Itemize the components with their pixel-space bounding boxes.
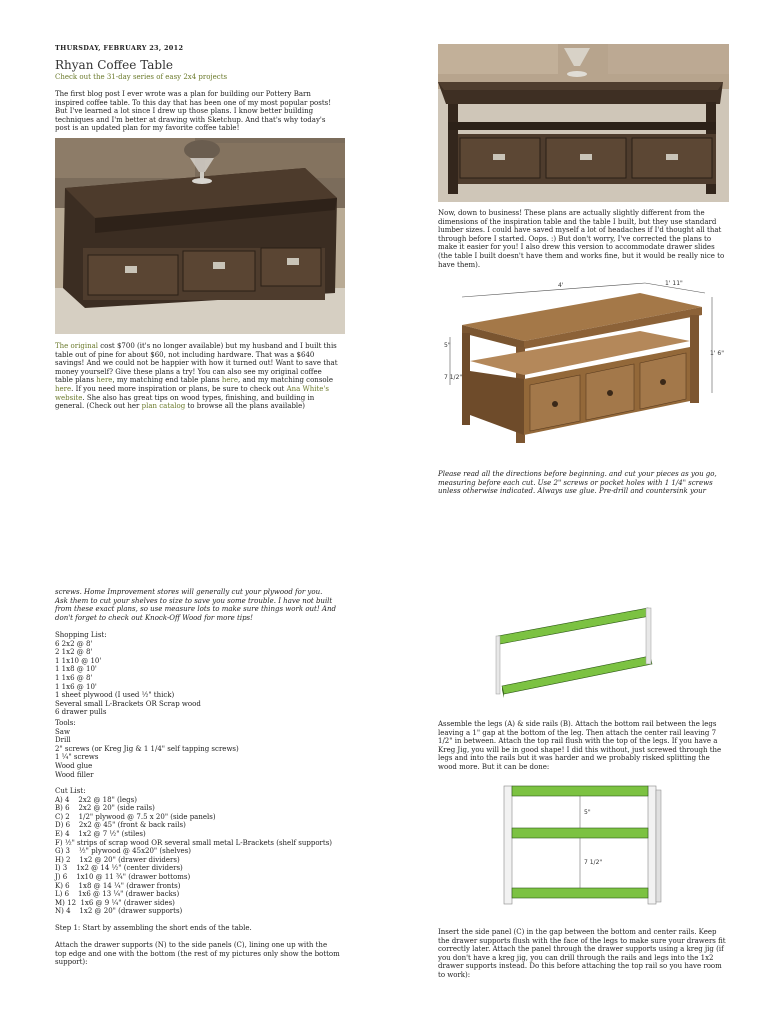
directions-continued-paragraph: screws. Home Improvement stores will generally cut your plywood for you. Ask them to cut your shelves to size to save you some trouble. I have not built from these exact plans, so use measure lots to make sure things work out! And don't forget to check out Knock-Off Wood for more tips! xyxy=(55,588,336,622)
list-item: 1 1x6 @ 10' xyxy=(55,682,97,691)
post-subtitle[interactable]: Check out the 31-day series of easy 2x4 projects xyxy=(55,73,228,81)
coffee-table-photo xyxy=(55,138,345,334)
cut-list xyxy=(55,787,345,916)
tools-list xyxy=(55,719,340,779)
step-1-heading: Step 1: Start by assembling the short ends of the table. xyxy=(55,924,252,932)
directions-paragraph: Please read all the directions before beginning. and cut your pieces as you go, measuring before each cut. Use 2" screws or pocket holes with 1 1/4" screws unless otherwise indicated. Always use glue. Pre-drill and countersink your xyxy=(438,470,717,496)
dim-height: 1' 6" xyxy=(710,350,724,357)
list-item: Wood glue xyxy=(55,761,93,770)
list-item: F) ½" strips of scrap wood OR several small metal L-Brackets (shelf supports) xyxy=(55,838,333,847)
business-paragraph: Now, down to business! These plans are actually slightly different from the dimensions of the inspiration table and the table I built, but they use standard lumber sizes. I could have saved myself a lot of headaches if I'd thought all that through before I started. Oops. :) But don't worry, I've corrected the plans to make it easier for you! I also drew this version to accommodate drawer slides (the table I built doesn't have them and works fine, but it would be really nice to have them). xyxy=(438,209,725,269)
side-frame-diagram xyxy=(500,784,665,906)
cut-list-title: Cut List: xyxy=(55,787,86,795)
list-item: H) 2 1x2 @ 20" (drawer dividers) xyxy=(55,855,180,864)
list-item: 2 1x2 @ 8' xyxy=(55,648,93,657)
list-item: 1 1x6 @ 8' xyxy=(55,673,93,682)
side-rails-diagram xyxy=(490,600,660,700)
shopping-list xyxy=(55,631,340,717)
plan-catalog-link[interactable]: plan catalog xyxy=(141,402,186,411)
drawer-supports-paragraph: Attach the drawer supports (N) to the side panels (C), lining one up with the top edge and one with the bottom (the rest of my pictures only show the bottom support): xyxy=(55,941,340,967)
dim-upper-gap: 5" xyxy=(584,809,591,816)
dim-lower-gap: 7 1/2" xyxy=(584,859,603,866)
ana-white-link[interactable]: Ana White's website xyxy=(55,384,329,402)
original-paragraph: The original cost $700 (it's no longer available) but my husband and I built this table out of pine for about $60, not including hardware. That was a $640 savings! And we could not be happier with how it turned out! Want to save that money yourself? Give these plans a try! You can also see my original coffee table plans here, my matching end table plans here, and my matching console here. If you need more inspiration or plans, be sure to check out Ana White's website. She also has great tips on wood types, finishing, and building in general. (Check out her plan catalog to browse all the plans available) xyxy=(55,342,338,411)
end-table-plans-link[interactable]: here xyxy=(96,376,113,385)
list-item: L) 6 1x6 @ 13 ¼" (drawer backs) xyxy=(55,890,180,899)
list-item: D) 6 2x2 @ 45" (front & back rails) xyxy=(55,821,186,830)
list-item: 6 2x2 @ 8' xyxy=(55,639,93,648)
intro-paragraph: The first blog post I ever wrote was a plan for building our Pottery Barn inspired coffee table. To this day that has been one of my most popular posts! But I've learned a lot since I drew up those plans. I know better building techniques and I'm better at drawing with Sketchup. And that's why today's post is an updated plan for my favorite coffee table! xyxy=(55,90,332,133)
console-plans-link[interactable]: here xyxy=(55,384,72,393)
list-item: M) 12 1x6 @ 9 ¼" (drawer sides) xyxy=(55,898,175,907)
list-item: J) 6 1x10 @ 11 ¾" (drawer bottoms) xyxy=(55,872,191,881)
list-item: 1 sheet plywood (I used ½" thick) xyxy=(55,691,175,700)
list-item: 6 drawer pulls xyxy=(55,708,107,717)
list-item: Saw xyxy=(55,727,70,736)
list-item: C) 2 1/2" plywood @ 7.5 x 20" (side panels) xyxy=(55,812,216,821)
list-item: 2" screws (or Kreg Jig & 1 1/4" self tapping screws) xyxy=(55,744,239,753)
list-item: G) 3 ½" plywood @ 45x20" (shelves) xyxy=(55,847,191,856)
dim-width: 4' xyxy=(558,282,564,289)
list-item: A) 4 2x2 @ 18" (legs) xyxy=(55,795,137,804)
post-title[interactable]: Rhyan Coffee Table xyxy=(55,58,174,72)
list-item: 1 1x8 @ 10' xyxy=(55,665,97,674)
coffee-table-diagram xyxy=(440,275,730,450)
dim-gap-low: 7 1/2" xyxy=(444,374,463,381)
tools-list-title: Tools: xyxy=(55,719,76,727)
post-date: THURSDAY, FEBRUARY 23, 2012 xyxy=(55,44,184,52)
original-link[interactable]: The original xyxy=(55,342,98,350)
list-item: K) 6 1x8 @ 14 ¼" (drawer fronts) xyxy=(55,881,181,890)
insert-panel-paragraph: Insert the side panel (C) in the gap between the bottom and center rails. Keep the drawer supports flush with the face of the legs to make sure your drawers fit correctly later. Attach the panel through the drawer supports using a kreg jig (if you don't have a kreg jig, you can drill through the rails and legs into the 1x2 drawer supports instead. Do this before attaching the top rail so you have room to work): xyxy=(438,928,726,979)
matching-end-table-link[interactable]: here xyxy=(221,376,239,385)
list-item: 1 1x10 @ 10' xyxy=(55,656,102,665)
list-item: B) 6 2x2 @ 20" (side rails) xyxy=(55,804,155,813)
list-item: Drill xyxy=(55,736,71,745)
dim-depth: 1' 11" xyxy=(665,280,683,287)
assemble-legs-paragraph: Assemble the legs (A) & side rails (B). Attach the bottom rail between the legs leaving a 1" gap at the bottom of the leg. Then attach the center rail leaving 7 1/2" in between. Attach the top rail flush with the top of the legs. If you have a Kreg Jig, you will be in good shape! I did this without, just screwed through the legs and into the rails but it was harder and we probably risked splitting the wood more. But it can be done: xyxy=(438,720,722,771)
shopping-list-title: Shopping List: xyxy=(55,631,107,639)
list-item: Wood filler xyxy=(55,770,94,779)
list-item: 1 ¼" screws xyxy=(55,753,99,762)
inspiration-table-photo xyxy=(438,44,729,202)
list-item: Several small L-Brackets OR Scrap wood xyxy=(55,699,201,708)
list-item: E) 4 1x2 @ 7 ½" (stiles) xyxy=(55,829,146,838)
dim-gap-top: 5" xyxy=(444,342,451,349)
list-item: N) 4 1x2 @ 20" (drawer supports) xyxy=(55,907,183,916)
list-item: I) 3 1x2 @ 14 ½" (center dividers) xyxy=(55,864,183,873)
